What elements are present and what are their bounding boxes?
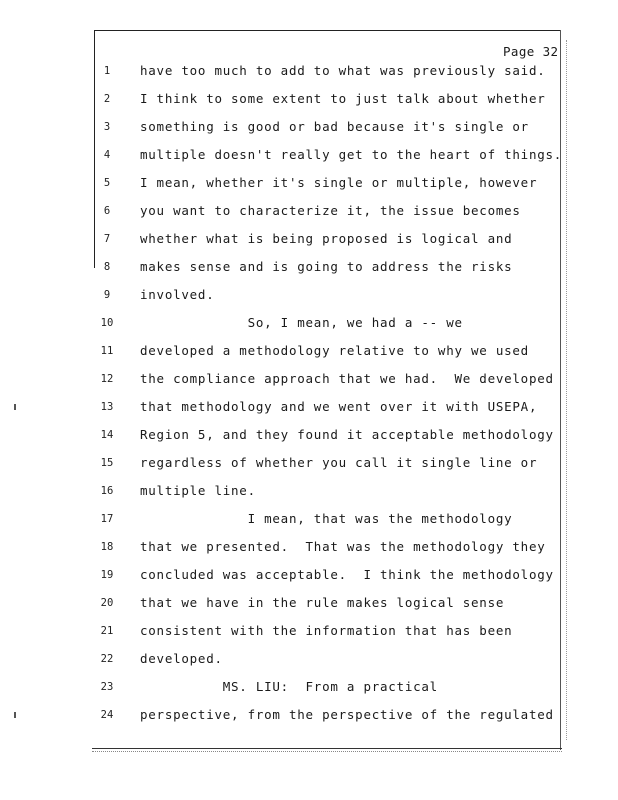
transcript-line — [0, 147, 563, 167]
line-text: whether what is being proposed is logical and — [140, 231, 513, 246]
line-number: 20 — [100, 597, 114, 609]
transcript-line — [0, 91, 560, 111]
transcript-line — [0, 371, 560, 391]
line-text: multiple doesn't really get to the heart of things. — [140, 147, 563, 162]
line-number: 11 — [100, 345, 114, 357]
line-text: that we have in the rule makes logical sense — [140, 595, 505, 610]
line-text: consistent with the information that has been — [140, 623, 513, 638]
transcript-line — [0, 455, 560, 475]
line-number: 8 — [103, 261, 111, 273]
transcript-line — [0, 483, 560, 503]
page-border-top — [94, 30, 560, 31]
line-number: 19 — [100, 569, 114, 581]
line-text: the compliance approach that we had. We developed — [140, 371, 554, 386]
line-number: 10 — [100, 317, 114, 329]
line-text: regardless of whether you call it single line or — [140, 455, 538, 470]
line-number: 7 — [103, 233, 111, 245]
page-border-right — [560, 30, 561, 750]
transcript-line — [0, 231, 560, 251]
transcript-line — [0, 427, 560, 447]
line-number: 12 — [100, 373, 114, 385]
line-text: have too much to add to what was previously said. — [140, 63, 546, 78]
line-number: 14 — [100, 429, 114, 441]
line-text: developed. — [140, 651, 223, 666]
line-text: perspective, from the perspective of the regulated — [140, 707, 554, 722]
line-text: multiple line. — [140, 483, 256, 498]
transcript-line — [0, 119, 560, 139]
line-text: makes sense and is going to address the risks — [140, 259, 513, 274]
line-number: 13 — [100, 401, 114, 413]
transcript-line — [0, 399, 560, 419]
line-text: concluded was acceptable. I think the methodology — [140, 567, 554, 582]
line-number: 23 — [100, 681, 114, 693]
line-text: MS. LIU: From a practical — [140, 679, 438, 694]
page-border-bottom-dotted — [92, 751, 562, 752]
line-number: 1 — [103, 65, 111, 77]
transcript-line — [0, 623, 560, 643]
line-number: 15 — [100, 457, 114, 469]
transcript-line — [0, 175, 560, 195]
line-text: I think to some extent to just talk about whether — [140, 91, 546, 106]
line-number: 5 — [103, 177, 111, 189]
line-text: developed a methodology relative to why we used — [140, 343, 529, 358]
transcript-line — [0, 511, 560, 531]
line-text: involved. — [140, 287, 215, 302]
line-number: 22 — [100, 653, 114, 665]
line-number: 17 — [100, 513, 114, 525]
line-number: 4 — [103, 149, 111, 161]
line-number: 3 — [103, 121, 111, 133]
line-number: 6 — [103, 205, 111, 217]
page-border-bottom — [92, 748, 562, 749]
transcript-line — [0, 343, 560, 363]
line-number: 18 — [100, 541, 114, 553]
transcript-line — [0, 63, 560, 83]
transcript-line — [0, 567, 560, 587]
line-number: 21 — [100, 625, 114, 637]
line-number: 9 — [103, 289, 111, 301]
line-text: that we presented. That was the methodology they — [140, 539, 546, 554]
transcript-line — [0, 315, 560, 335]
page-border-right-dotted — [566, 40, 567, 740]
transcript-line — [0, 595, 560, 615]
line-text: that methodology and we went over it with USEPA, — [140, 399, 538, 414]
line-text: I mean, that was the methodology — [140, 511, 513, 526]
page-number: Page 32 — [503, 44, 559, 59]
line-text: you want to characterize it, the issue becomes — [140, 203, 521, 218]
transcript-line — [0, 539, 560, 559]
transcript-line — [0, 651, 560, 671]
transcript-line — [0, 259, 560, 279]
transcript-line — [0, 203, 560, 223]
line-text: So, I mean, we had a -- we — [140, 315, 463, 330]
transcript-line — [0, 287, 560, 307]
transcript-line — [0, 707, 560, 727]
line-number: 2 — [103, 93, 111, 105]
line-number: 24 — [100, 709, 114, 721]
line-text: I mean, whether it's single or multiple, however — [140, 175, 538, 190]
transcript-line — [0, 679, 560, 699]
line-text: Region 5, and they found it acceptable methodology — [140, 427, 554, 442]
line-text: something is good or bad because it's single or — [140, 119, 529, 134]
line-number: 16 — [100, 485, 114, 497]
